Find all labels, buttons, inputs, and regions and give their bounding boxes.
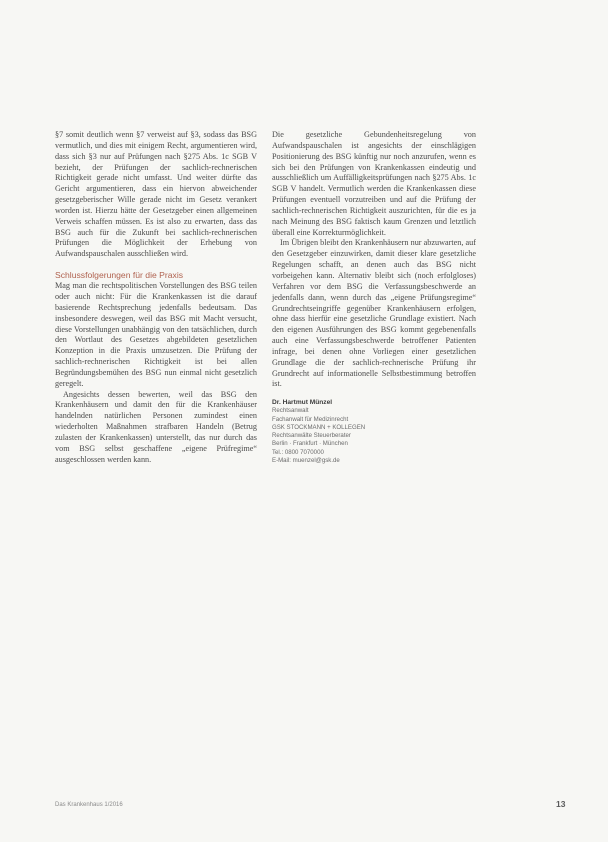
page-number: 13 [556,799,566,809]
author-name: Dr. Hartmut Münzel [272,399,333,407]
left-column [55,130,257,465]
author-phone: Tel.: 0800 7070000 [272,448,324,456]
author-specialty: Fachanwalt für Medizinrecht [272,415,349,423]
footer-publication: Das Krankenhaus 1/2016 [55,802,123,808]
section-heading: Schlussfolgerungen für die Praxis [55,270,184,281]
body-paragraph: §7 somit deutlich wenn §7 verweist auf §3, sodass das BSG vermutlich, und dies mit einigem Recht, argumentieren wird, dass sich §3 nur auf Prüfungen nach §275 Abs. 1c SGB V bezieht, der Prüfungen der sachlich-rechnerischen Richtigkeit gerade nicht umfasst. Und weiter dürfte das Gericht argumentieren, dass ein hiervon abweichender gesetzgeberischer Wille gerade nicht im Gesetz verankert worden ist. Hierzu hätte der Gesetzgeber einen allgemeinen Verweis schaffen müssen. Es ist also zu erwarten, dass das BSG auch für die Zukunft bei sachlich-rechnerischen Prüfungen die Möglichkeit der Erhebung von Aufwandspauschalen ausschließen wird. [55,130,257,259]
author-role: Rechtsanwalt [272,407,309,415]
body-paragraph: Angesichts dessen bewerten, weil das BSG den Krankenhäusern und damit den für die Krankenhäuser handelnden natürlichen Personen zumindest einen wiederholten Maßnahmen strafbaren Handeln (Betrug zulasten der Krankenkassen) unterstellt, das nur durch das vom BSG selbst geschaffene „eigene Prüfregime“ ausgeschlossen werden kann. [55,389,257,464]
right-column [272,130,476,465]
author-email[interactable]: E-Mail: muenzel@gsk.de [272,457,340,465]
author-firm-type: Rechtsanwälte Steuerberater [272,432,351,440]
body-paragraph: Mag man die rechtspolitischen Vorstellungen des BSG teilen oder auch nicht: Für die Krankenkassen ist die darauf basierende Rechtsprechung jedenfalls bedeutsam. Das insbesondere deswegen, weil das BSG mit Macht versucht, diese Vorstellungen unabhängig von den tatsächlichen, durch den Wortlaut des Gesetzes abgebildeten gesetzlichen Konzeption in die Praxis umzusetzen. Die Prüfung der sachlich-rechnerischen Richtigkeit ist bei allen Begründungsbemühen des BSG nun einmal nicht gesetzlich geregelt. [55,281,257,388]
body-paragraph: Im Übrigen bleibt den Krankenhäusern nur abzuwarten, auf den Gesetzgeber einzuwirken, damit dieser klare gesetzliche Regelungen schafft, an denen auch das BSG nicht vorbeigehen kann. Alternativ bleibt sich (noch erfolgloses) Verfahren vor dem BSG die Verfassungsbeschwerde an jedenfalls dann, wenn durch das „eigene Prüfungsregime“ Grundrechtseingriffe gegenüber Krankenhäusern erfolgen, ohne dass hierfür eine gesetzliche Grundlage existiert. Nach den eigenen Ausführungen des BSG kommt gegebenenfalls auch eine Verfassungsbeschwerde betroffener Patienten infrage, bei denen ohne Vorliegen einer gesetzlichen Grundlage die der sachlich-rechnerische Prüfung ihr Grundrecht auf informationelle Selbstbestimmung betroffen ist. [272,238,476,389]
author-block [272,398,476,465]
author-firm: GSK STOCKMANN + KOLLEGEN [272,423,366,431]
author-offices: Berlin · Frankfurt · München [272,440,348,448]
body-paragraph: Die gesetzliche Gebundenheitsregelung von Aufwandspauschalen ist angesichts der einschlägigen Positionierung des BSG künftig nur noch anzurufen, wenn es sich bei den Prüfungen von Krankenkassen eindeutig und ausschließlich um Auffälligkeitsprüfungen nach §275 Abs. 1c SGB V handelt. Vermutlich werden die Krankenkassen diese Prüfungen eventuell vorzutreiben und auf die Prüfung der sachlich-rechnerischen Richtigkeit auszurichten, für die es ja nach Meinung des BSG faktisch kaum Grenzen und letztlich überall eine Korrekturmöglichkeit. [272,130,476,237]
